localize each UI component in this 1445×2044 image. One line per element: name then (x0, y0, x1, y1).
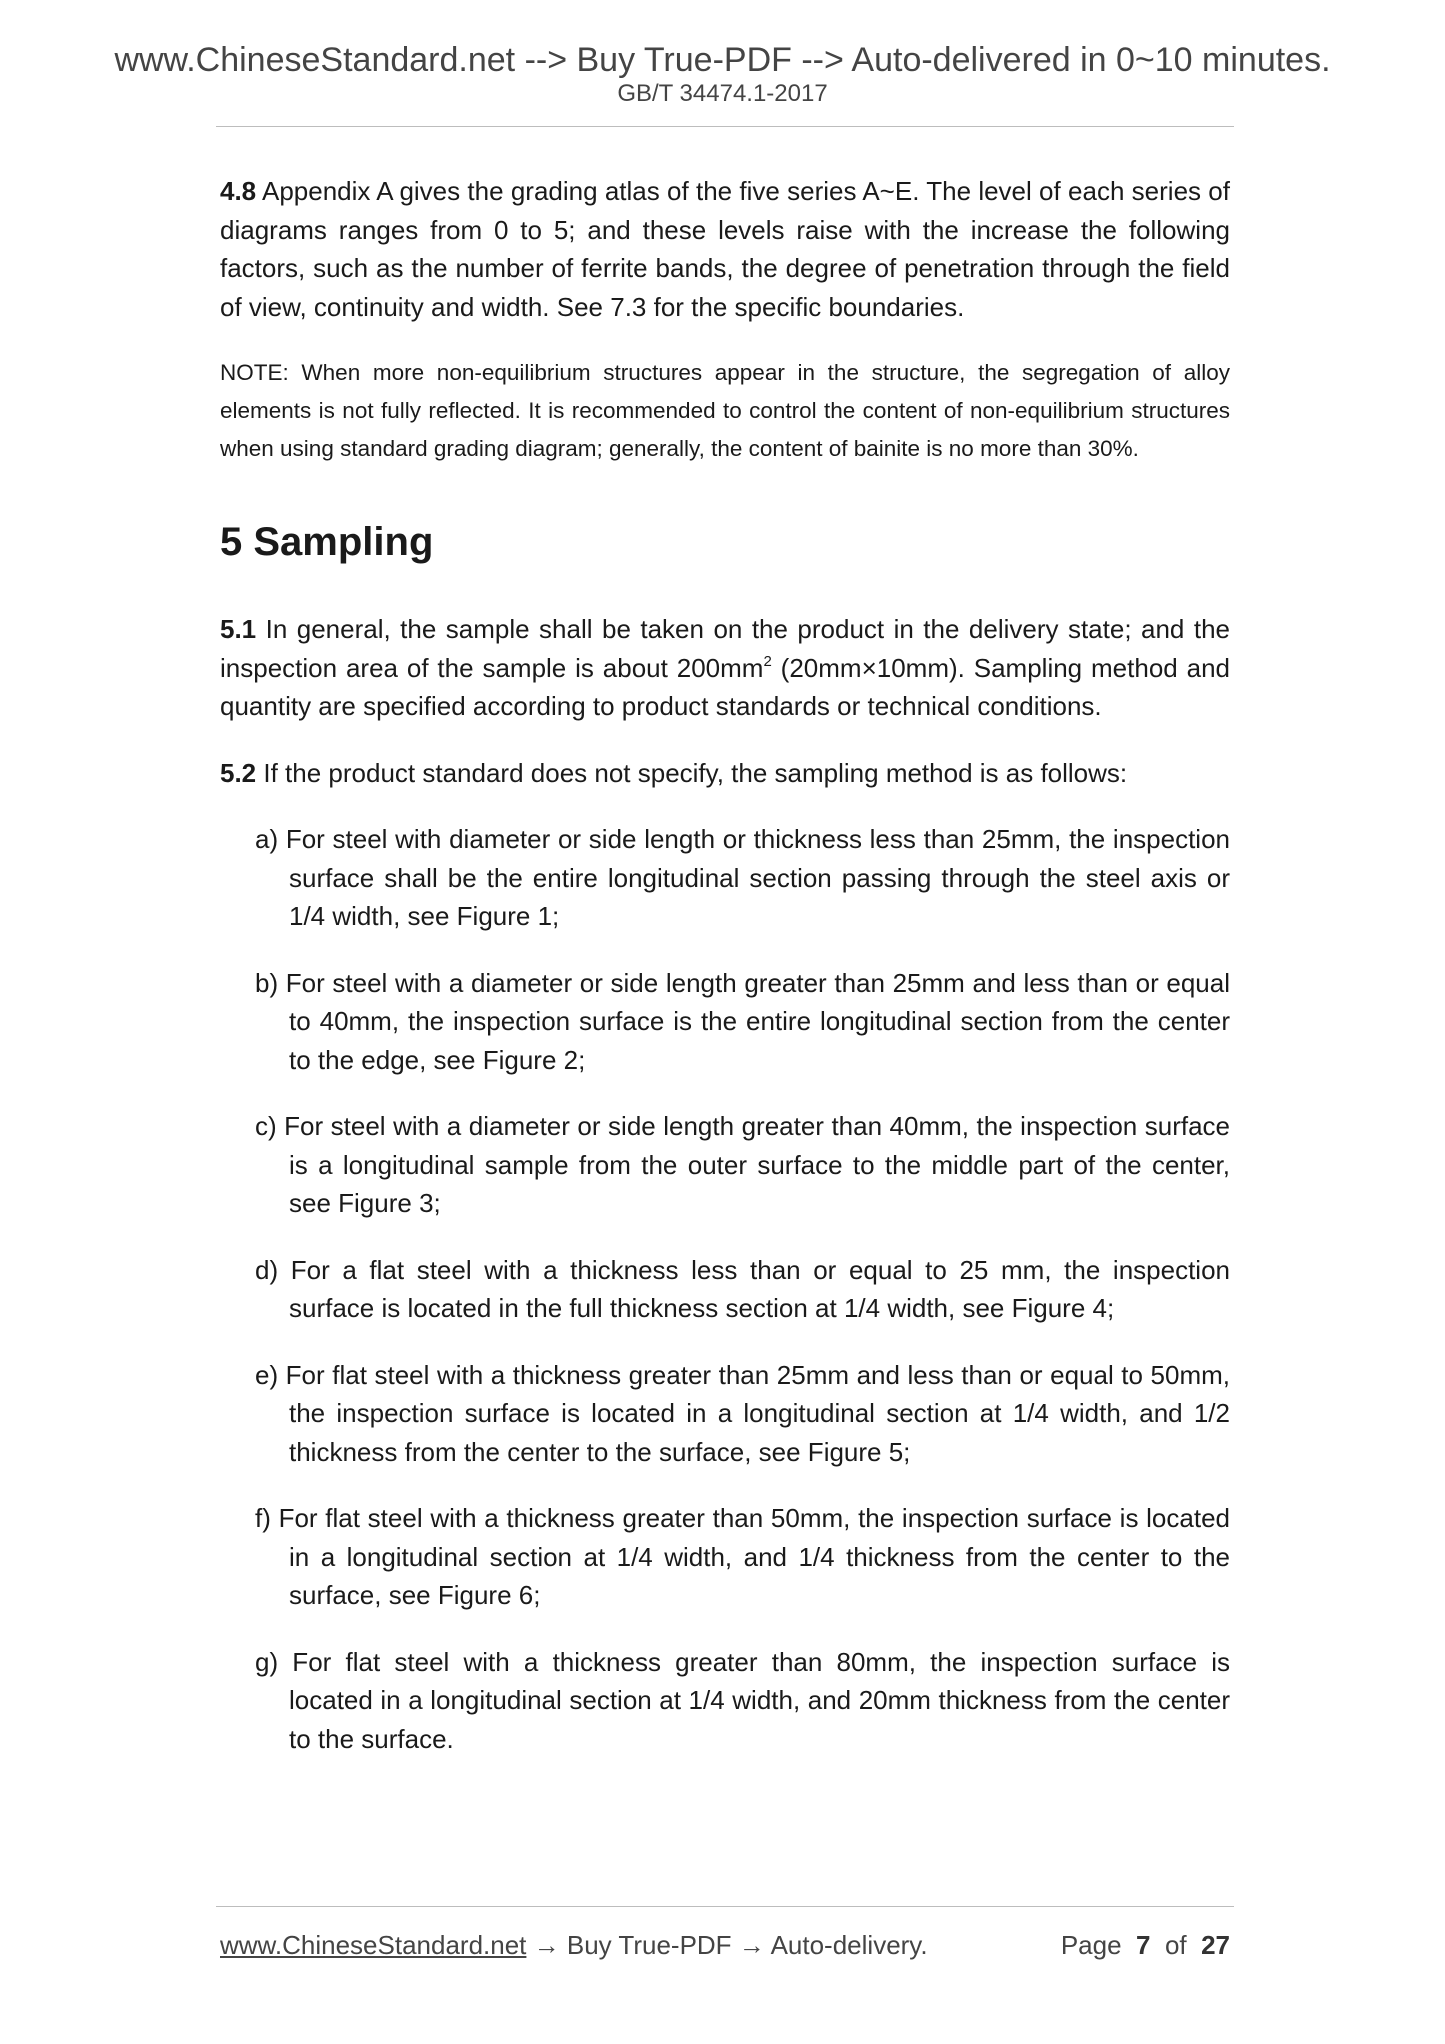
list-item-d: d) For a flat steel with a thickness less than or equal to 25 mm, the inspection surface is located in the full thickness section at 1/4 width, see Figure 4; (255, 1254, 1230, 1323)
list-item-e: e) For flat steel with a thickness greater than 25mm and less than or equal to 50mm, the inspection surface is located in a longitudinal section at 1/4 width, and 1/2 thickness from the center to the surface, see Figure 5; (255, 1359, 1230, 1467)
of-label: of (1164, 1930, 1187, 1960)
page-content (220, 172, 1230, 1786)
page-counter (1061, 1928, 1230, 1962)
clause-text: If the product standard does not specify, the sampling method is as follows: (256, 757, 1128, 788)
clause-number: 4.8 (220, 176, 257, 206)
clause-4-8 (220, 172, 1230, 326)
list-item-b: b) For steel with a diameter or side length greater than 25mm and less than or equal to 40mm, the inspection surface is the entire longitudinal section from the center to the edge, see Figure 2; (255, 967, 1230, 1075)
list-item-a: a) For steel with diameter or side length or thickness less than 25mm, the inspection surface shall be the entire longitudinal section passing through the steel axis or 1/4 width, see Figure 1; (255, 824, 1230, 931)
clause-text: In general, the sample shall be taken on the product in the delivery state; and the inspection area of the sample is about 200mm (220, 614, 1230, 683)
document-number: GB/T 34474.1-2017 (617, 80, 828, 107)
clause-number: 5.2 (220, 757, 257, 788)
header-divider (216, 126, 1234, 127)
site-banner: www.ChineseStandard.net --> Buy True-PDF --> Auto-delivered in 0~10 minutes. (114, 41, 1331, 79)
page-number: 7 (1136, 1930, 1151, 1960)
section-heading: 5 Sampling (220, 520, 434, 564)
footer-divider (216, 1906, 1234, 1907)
clause-text: (20mm×10mm). Sampling method and quantity are specified according to product standards or technical conditions. (220, 652, 1231, 721)
note-paragraph: NOTE: When more non-equilibrium structures appear in the structure, the segregation of alloy elements is not fully reflected. It is recommended to control the content of non-equilibrium structures when using standard grading diagram; generally, the content of bainite is no more than 30%. (220, 360, 1230, 461)
footer-promo-text: → Buy True-PDF → Auto-delivery. (526, 1930, 928, 1960)
page-total: 27 (1201, 1930, 1230, 1960)
list-item-c: c) For steel with a diameter or side length greater than 40mm, the inspection surface is a longitudinal sample from the outer surface to the middle part of the center, see Figure 3; (255, 1111, 1230, 1218)
clause-5-2 (220, 754, 1230, 793)
list-item-f: f) For flat steel with a thickness greater than 50mm, the inspection surface is located in a longitudinal section at 1/4 width, and 1/4 thickness from the center to the surface, see Figure 6; (255, 1503, 1230, 1610)
footer-promo (220, 1928, 928, 1962)
clause-text: Appendix A gives the grading atlas of the five series A~E. The level of each series of diagrams ranges from 0 to 5; and these levels raise with the increase the following factors, such as the number of ferrite bands, the degree of penetration through the field of view, continuity and width. See 7.3 for the specific boundaries. (220, 176, 1230, 322)
page-label: Page (1060, 1930, 1122, 1960)
list-item-g: g) For flat steel with a thickness greater than 80mm, the inspection surface is located in a longitudinal section at 1/4 width, and 20mm thickness from the center to the surface. (255, 1646, 1230, 1754)
superscript: 2 (763, 652, 772, 670)
clause-5-1 (220, 610, 1230, 726)
site-link[interactable]: www.ChineseStandard.net (220, 1930, 527, 1960)
clause-number: 5.1 (220, 614, 257, 644)
